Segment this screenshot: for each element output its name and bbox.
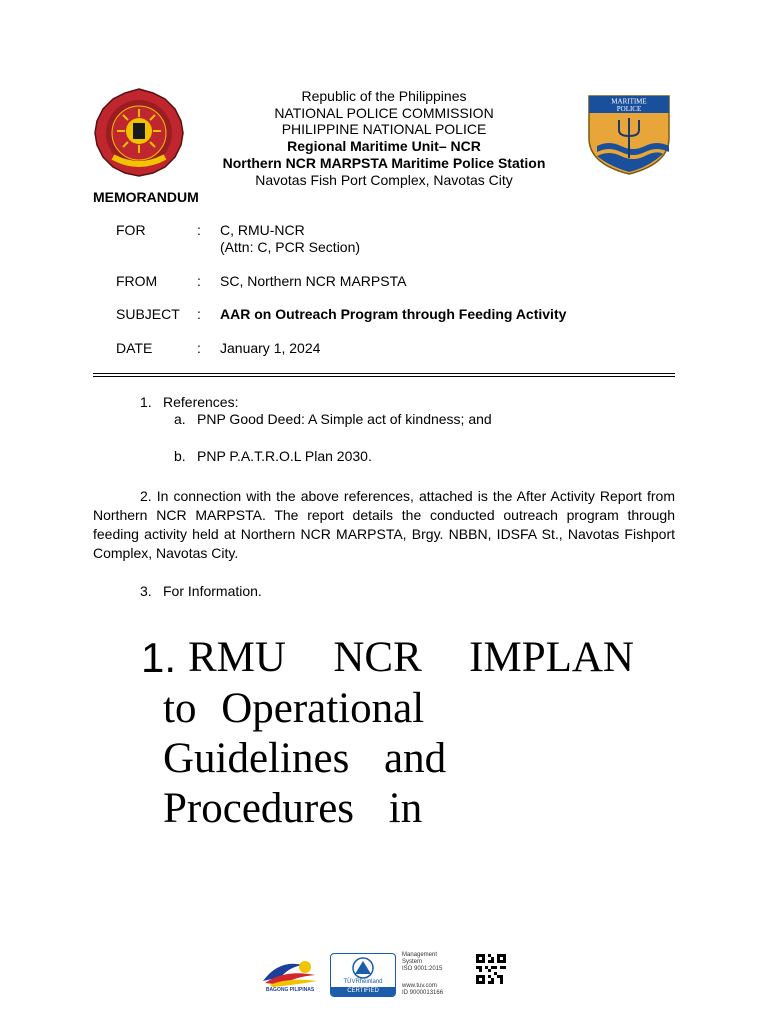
header-pnp: PHILIPPINE NATIONAL POLICE: [281, 121, 487, 137]
ms-id: ID 9000013166: [402, 990, 444, 996]
divider-line: [93, 373, 675, 374]
from-label: FROM: [116, 273, 158, 289]
subject-label: SUBJECT: [116, 306, 180, 322]
subject-colon: :: [197, 306, 201, 322]
header-station: Northern NCR MARPSTA Maritime Police Station: [222, 155, 546, 171]
tuv-certified-bar: CERTIFIED: [331, 987, 395, 996]
date-value: January 1, 2024: [220, 340, 321, 356]
for-attn: (Attn: C, PCR Section): [220, 239, 361, 255]
item2-paragraph: 2. In connection with the above references, attached is the After Activity Report from Northern NCR MARPSTA. The report details the conducted outreach program through feeding activity held at Northern NCR MARPSTA, Brgy. NBBN, IDSFA St., Navotas Fishport Complex, Navotas City.: [93, 488, 675, 561]
ref-b-letter: b.: [174, 448, 186, 464]
from-value: SC, Northern NCR MARPSTA: [220, 273, 407, 289]
item3-text: For Information.: [163, 583, 262, 599]
ref-b-text: PNP P.A.T.R.O.L Plan 2030.: [197, 448, 372, 464]
subject-value: AAR on Outreach Program through Feeding Activity: [220, 306, 567, 322]
big-heading-line4: Procedures in: [163, 785, 423, 832]
header-address: Navotas Fish Port Complex, Navotas City: [255, 172, 513, 188]
item3-number: 3.: [140, 583, 152, 599]
ref-a-letter: a.: [174, 411, 186, 427]
for-label: FOR: [116, 222, 146, 238]
big-heading-number: 1.: [141, 634, 177, 681]
bagong-pilipinas-text: BAGONG PILIPINAS: [265, 987, 315, 993]
date-label: DATE: [116, 340, 153, 356]
date-colon: :: [197, 340, 201, 356]
svg-text:POLICE: POLICE: [616, 105, 642, 113]
header-republic: Republic of the Philippines: [301, 88, 467, 104]
tuv-name: TÜVRheinland: [343, 979, 383, 985]
ref-a-text: PNP Good Deed: A Simple act of kindness; and: [197, 411, 492, 427]
bagong-pilipinas-logo: [259, 955, 321, 995]
ms-url: www.tuv.com: [402, 983, 437, 989]
for-value: C, RMU-NCR: [220, 222, 305, 238]
memo-title: MEMORANDUM: [93, 189, 199, 205]
from-colon: :: [197, 273, 201, 289]
big-heading-line2: to Operational: [163, 685, 425, 732]
tuv-triangle-icon: [348, 957, 378, 979]
svg-text:MARITIME: MARITIME: [611, 97, 647, 106]
item1-text: References:: [163, 394, 239, 410]
for-colon: :: [197, 222, 201, 238]
big-heading-line1: RMU NCR IMPLAN: [188, 634, 634, 681]
tuv-certified-logo: [330, 953, 396, 997]
qr-code-icon: [476, 954, 506, 984]
header-regional-unit: Regional Maritime Unit– NCR: [287, 138, 481, 154]
header-napolcom: NATIONAL POLICE COMMISSION: [274, 105, 494, 121]
item1-number: 1.: [140, 394, 152, 410]
ms-line2: System: [402, 959, 423, 965]
ms-line3: ISO 9001:2015: [402, 966, 443, 972]
divider-line-2: [93, 376, 675, 377]
ms-line1: Management: [402, 952, 438, 958]
big-heading-line3: Guidelines and: [163, 735, 447, 782]
